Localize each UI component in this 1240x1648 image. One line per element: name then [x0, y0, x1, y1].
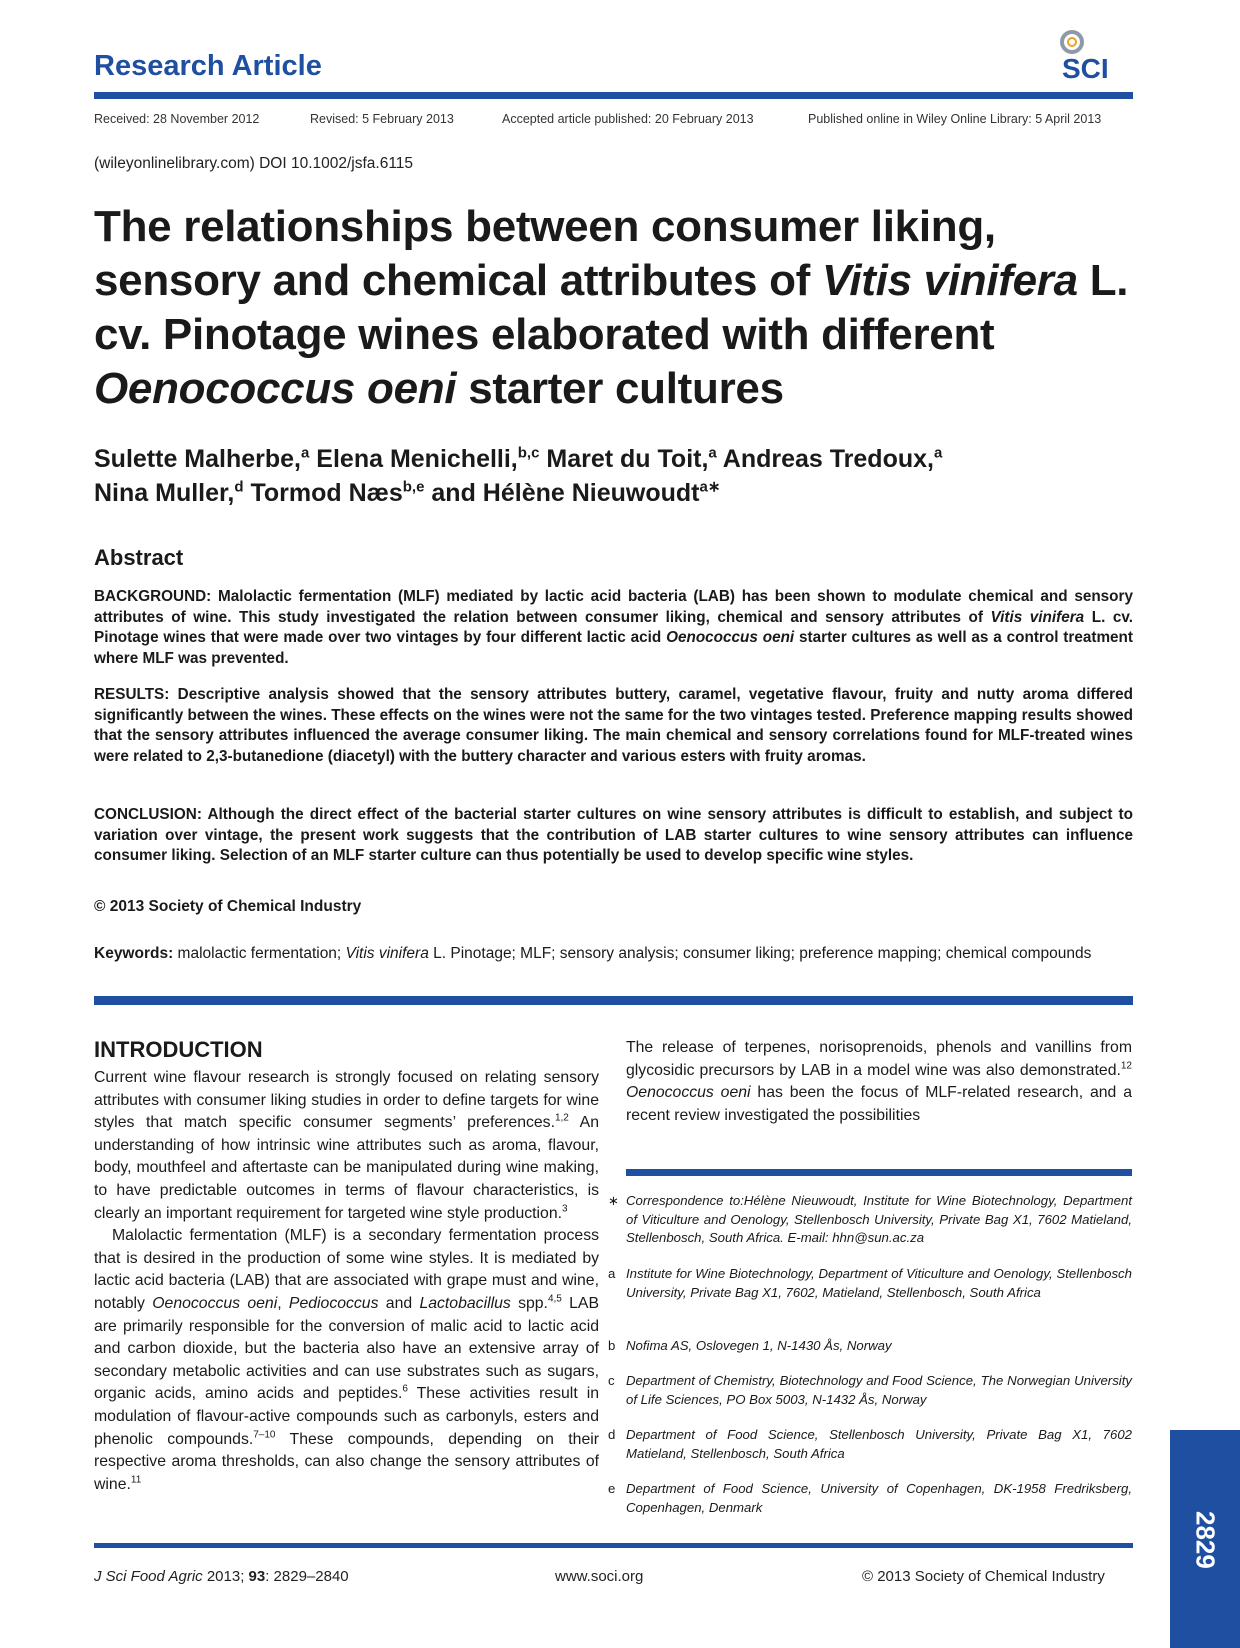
doi: (wileyonlinelibrary.com) DOI 10.1002/jsfa.6115 [94, 155, 414, 172]
affiliation-b: b Nofima AS, Oslovegen 1, N-1430 Ås, Norway [608, 1338, 892, 1353]
affiliation-a: a Institute for Wine Biotechnology, Department of Viticulture and Oenology, Stellenbosch University, Private Bag X1, 7602, Matieland, Stellenbosch, South Africa [608, 1266, 1132, 1300]
paragraph: Current wine flavour research is strongly focused on relating sensory attributes with consumer liking studies in order to define targets for wine styles that match specific consumer segments’ preferences.$^{1,2}$ An understanding of how intrinsic wine attributes such as aroma, flavour, body, mouthfeel and aftertaste can be manipulated during wine making, to have predictable outcomes in terms of flavour characteristics, is clearly an important requirement for targeted wine style production.$^3$ [94, 1069, 599, 1222]
right-column [626, 1037, 1132, 1127]
article-type: Research Article [94, 50, 322, 82]
author: Maret du Toit, [546, 445, 709, 473]
published-date: Published online in Wiley Online Library: 5 April 2013 [808, 112, 1102, 126]
author: Andreas Tredoux, [722, 445, 934, 473]
website: www.soci.org [555, 1568, 644, 1585]
revised-date: Revised: 5 February 2013 [310, 112, 454, 126]
header-rule [94, 92, 1133, 99]
left-column [94, 1067, 599, 1496]
paragraph: The release of terpenes, norisoprenoids, phenols and vanillins from glycosidic precursors by LAB in a model wine was also demonstrated.$^{12}$ Oenococcus oeni has been the focus of MLF-related research, and a recent review investigated the possibilities [626, 1039, 1132, 1124]
page-number: 2829 [1190, 1511, 1221, 1569]
abstract-copyright: © 2013 Society of Chemical Industry [94, 898, 362, 915]
abstract-conclusion: CONCLUSION: Although the direct effect of the bacterial starter cultures on wine sensory attributes is difficult to establish, and subject to variation over vintage, the present work suggests that the contribution of LAB starter cultures to wine sensory attributes can influence consumer liking. Selection of an MLF starter culture can thus potentially be used to develop specific wine styles. [94, 806, 1133, 864]
author: and Hélène Nieuwoudt [431, 479, 700, 507]
abstract-results: RESULTS: Descriptive analysis showed that the sensory attributes buttery, caramel, vegetative flavour, fruity and nutty aroma differed significantly between the wines. These effects on the wines were not the same for the two vintages tested. Preference mapping results showed that the sensory attributes influenced the average consumer liking. The main chemical and sensory correlations found for MLF-treated wines were related to 2,3-butanedione (diacetyl) with the buttery character and various esters with fruity aromas. [94, 686, 1133, 765]
affiliation-c: c Department of Chemistry, Biotechnology and Food Science, The Norwegian University of Life Sciences, PO Box 5003, N-1432 Ås, Norway [608, 1373, 1132, 1407]
received-date: Received: 28 November 2012 [94, 112, 260, 126]
author-list: Sulette Malherbe,$^a$ Elena Menichelli,$^{b,c}$ Maret du Toit,$^a$ Andreas Tredoux,$^a$ Nina Muller,$^d$ Tormod Næs$^{b,e}$ and Hélène Nieuwoudt$^{a∗}$ [94, 444, 943, 507]
journal-citation: J Sci Food Agric 2013; 93: 2829–2840 [94, 1568, 349, 1585]
paragraph: Malolactic fermentation (MLF) is a secondary fermentation process that is desired in the production of some wine styles. It is mediated by lactic acid bacteria (LAB) that are associated with grape must and wine, notably Oenococcus oeni, Pediococcus and Lactobacillus spp.$^{4,5}$ LAB are primarily responsible for the conversion of malic acid to lactic acid and carbon dioxide, but the bacteria also have an extensive array of secondary metabolic activities and can use substrates such as sugars, organic acids, amino acids and peptides.$^6$ These activities result in modulation of flavour-active compounds such as carbonyls, esters and phenolic compounds.$^{7-10}$ These compounds, depending on their respective aroma thresholds, can also change the sensory attributes of wine.$^{11}$ [94, 1227, 599, 1493]
logo-text: SCI [1062, 53, 1109, 84]
affiliations-rule [626, 1169, 1132, 1176]
affiliation-e: e Department of Food Science, University of Copenhagen, DK-1958 Fredriksberg, Copenhagen, Denmark [608, 1481, 1132, 1515]
abstract-heading: Abstract [94, 545, 184, 570]
introduction-heading: INTRODUCTION [94, 1037, 263, 1062]
footer-rule [94, 1543, 1133, 1548]
author: Tormod Næs [250, 479, 403, 507]
accepted-date: Accepted article published: 20 February 2013 [502, 112, 754, 126]
author: Nina Muller, [94, 479, 235, 507]
affiliation-d: d Department of Food Science, Stellenbosch University, Private Bag X1, 7602 Matieland, Stellenbosch, South Africa [608, 1427, 1132, 1461]
article-title: The relationships between consumer liking, sensory and chemical attributes of Vitis vinifera L. cv. Pinotage wines elaborated with different Oenococcus oeni starter cultures [94, 202, 1129, 413]
page-number-tab [1170, 1430, 1240, 1648]
author: Elena Menichelli, [316, 445, 518, 473]
author: Sulette Malherbe, [94, 445, 301, 473]
keywords: Keywords: malolactic fermentation; Vitis vinifera L. Pinotage; MLF; sensory analysis; consumer liking; preference mapping; chemical compounds [94, 945, 1092, 962]
section-rule [94, 996, 1133, 1005]
footer-copyright: © 2013 Society of Chemical Industry [862, 1568, 1105, 1585]
sci-logo [1056, 26, 1136, 86]
correspondence-note: ∗ Correspondence to:Hélène Nieuwoudt, Institute for Wine Biotechnology, Department of Viticulture and Oenology, Stellenbosch University, Private Bag X1, 7602 Matieland, Stellenbosch, South Africa. E-mail: hhn@sun.ac.za [608, 1193, 1132, 1245]
abstract-background: BACKGROUND: Malolactic fermentation (MLF) mediated by lactic acid bacteria (LAB) has been shown to modulate chemical and sensory attributes of wine. This study investigated the relation between consumer liking, chemical and sensory attributes of Vitis vinifera L. cv. Pinotage wines that were made over two vintages by four different lactic acid Oenococcus oeni starter cultures as well as a control treatment where MLF was prevented. [94, 588, 1133, 667]
